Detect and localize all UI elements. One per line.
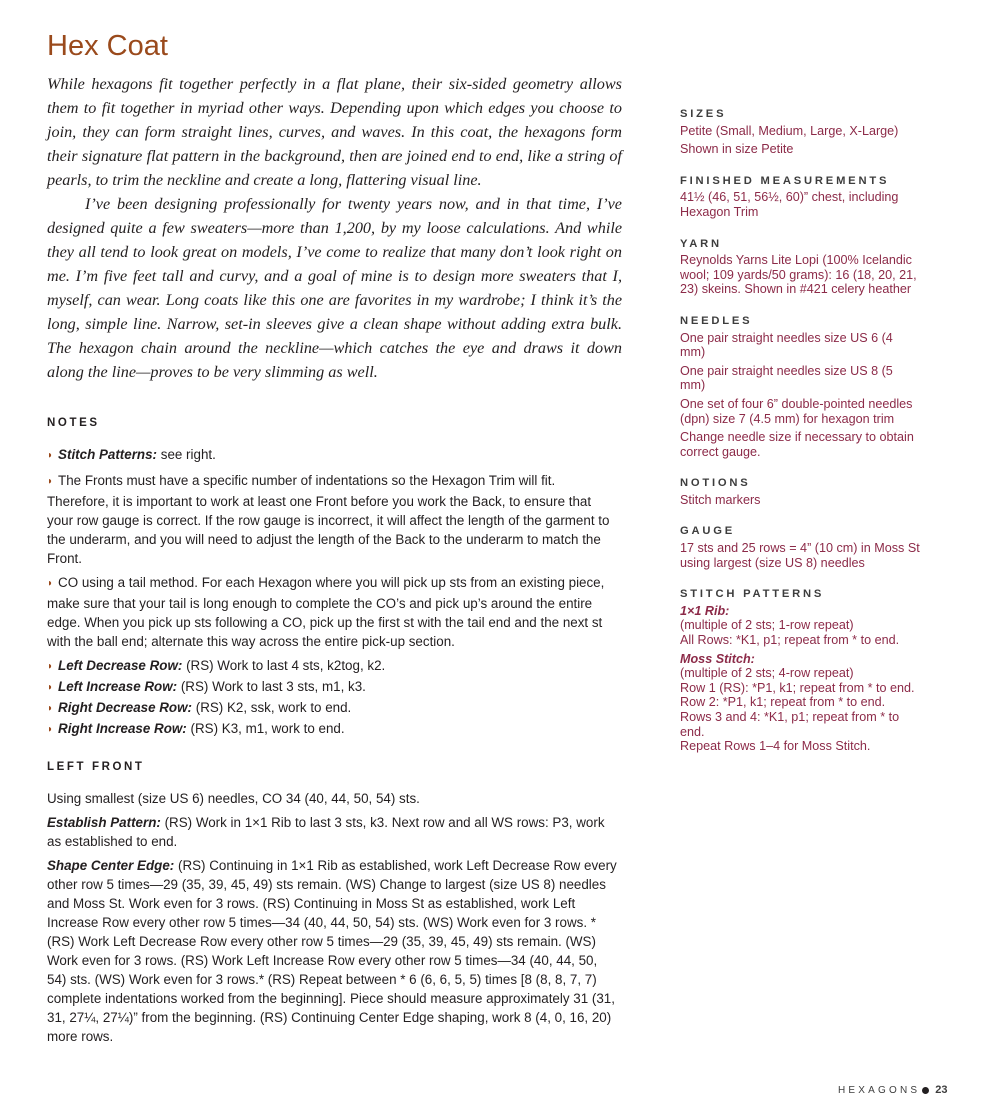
bullet-icon: ◗ [47,450,54,461]
bullet-icon: ◗ [47,703,54,714]
note-left-increase: ◗ Left Increase Row: (RS) Work to last 3 sts, m1, k3. [47,677,617,698]
bullet-icon: ◗ [47,724,54,735]
notions-section: NOTIONS Stitch markers [680,477,761,507]
page-number: 23 [935,1084,948,1096]
bullet-icon: ◗ [47,682,54,693]
note-right-decrease: ◗ Right Decrease Row: (RS) K2, ssk, work to end. [47,698,617,719]
page-footer [838,1084,948,1096]
bullet-icon: ◗ [47,661,54,672]
instructions [47,414,617,1051]
notes-heading: NOTES [47,417,100,429]
yarn-section: YARN Reynolds Yarns Lite Lopi (100% Icelandic wool; 109 yards/50 grams): 16 (18, 20, 21, 23) skeins. Shown in #421 celery heather [680,237,917,297]
bullet-icon: ◗ [47,578,54,589]
intro-paragraph: While hexagons fit together perfectly in a flat plane, their six-sided geometry allows them to fit together in myriad other ways. Depending upon which edges you choose to join, they can form straight lines, curves, and waves. In this coat, the hexagons form their signature flat pattern in the background, then are joined end to end, like a string of pearls, to trim the neckline and create a long, flattering visual line. [47,75,622,189]
left-front-intro: Using smallest (size US 6) needles, CO 34 (40, 44, 50, 54) sts. [47,791,420,806]
finished-measurements-section: FINISHED MEASUREMENTS 41½ (46, 51, 56½, 60)” chest, including Hexagon Trim [680,174,899,219]
gauge-section: GAUGE 17 sts and 25 rows = 4” (10 cm) in Moss St using largest (size US 8) needles [680,525,920,570]
establish-pattern: Establish Pattern: (RS) Work in 1×1 Rib to last 3 sts, k3. Next row and all WS rows: P3, work as established to end. [47,815,605,849]
bullet-icon: ◗ [47,476,54,487]
stitch-patterns-section: STITCH PATTERNS 1×1 Rib: (multiple of 2 sts; 1-row repeat) All Rows: *K1, p1; repeat from * to end. Moss Stitch: (multiple of 2 sts; 4-row repeat) Row 1 (RS): *P1, k1; repeat from * to end. Row 2: *P1, k1; repeat from * to end. Rows 3 and 4: *K1, p1; repeat from * to end. Repeat Rows 1–4 for Moss Stitch. [680,588,915,754]
note-fronts: ◗ The Fronts must have a specific number of indentations so the Hexagon Trim will fit. Therefore, it is important to work at least one Front before you work the Back, to ensure that your row gauge is correct. If the row gauge is incorrect, it will affect the length of the garment to the underarm, and you will need to adjust the length of the Back to the underarm to match the Front. [47,473,610,566]
shape-center-edge: Shape Center Edge: (RS) Continuing in 1×1 Rib as established, work Left Decrease Row every other row 5 times—29 (35, 39, 45, 49) sts remain. (WS) Change to largest (size US 8) needles and Moss St. Work even for 3 rows. (RS) Continuing in Moss St as established, work Left Increase Row every other row 5 times—34 (40, 44, 50, 54) sts. (WS) Work even for 3 rows. *(RS) Work Left Decrease Row every other row 5 times—29 (35, 39, 45, 49) sts remain. (WS) Work even for 3 rows. (RS) Work Left Increase Row every other row 5 times—34 (40, 44, 50, 54) sts. (WS) Work even for 3 rows.* (RS) Repeat between * 6 (6, 6, 5, 5) times [8 (8, 8, 7, 7) complete indentations worked from the beginning]. Piece should measure approximately 31 (31, 31, 27¼, 27¼)” from the beginning. (RS) Continuing Center Edge shaping, work 8 (4, 0, 16, 20) more rows. [47,858,617,1044]
note-right-increase: ◗ Right Increase Row: (RS) K3, m1, work to end. [47,719,617,740]
bullet-dot-icon [922,1087,929,1094]
note-stitch-patterns: ◗ Stitch Patterns: see right. [47,445,617,466]
intro-text [47,72,622,384]
page-title: Hex Coat [47,30,168,62]
note-cast-on: ◗ CO using a tail method. For each Hexagon where you will pick up sts from an existing piece, make sure that your tail is long enough to complete the CO’s and pick up’s around the entire edge. When you pick up sts following a CO, pick up the first st with the tail end and the next st with the ball end; alternate this way across the entire pick-up section. [47,575,605,649]
sidebar [680,107,920,771]
left-front-heading: LEFT FRONT [47,761,145,773]
needles-section: NEEDLES One pair straight needles size US 6 (4 mm) One pair straight needles size US 8 (5 mm) One set of four 6” double-pointed needles (dpn) size 7 (4.5 mm) for hexagon trim Change needle size if necessary to obtain correct gauge. [680,314,914,459]
note-left-decrease: ◗ Left Decrease Row: (RS) Work to last 4 sts, k2tog, k2. [47,656,617,677]
intro-paragraph: I’ve been designing professionally for twenty years now, and in that time, I’ve designed quite a few sweaters—more than 1,200, by my loose calculations. And while they all tend to look great on models, I’ve come to realize that many don’t look right on me. I’m five feet tall and curvy, and a goal of mine is to design more sweaters that I, myself, can wear. Long coats like this one are favorites in my wardrobe; I think it’s the long, simple line. Narrow, set-in sleeves give a clean shape without adding extra bulk. The hexagon chain around the neckline—which catches the eye and draws it down along the line—proves to be very slimming as well. [47,195,622,381]
footer-section-name: HEXAGONS [838,1085,921,1096]
sizes-section: SIZES Petite (Small, Medium, Large, X-Large) Shown in size Petite [680,108,899,157]
